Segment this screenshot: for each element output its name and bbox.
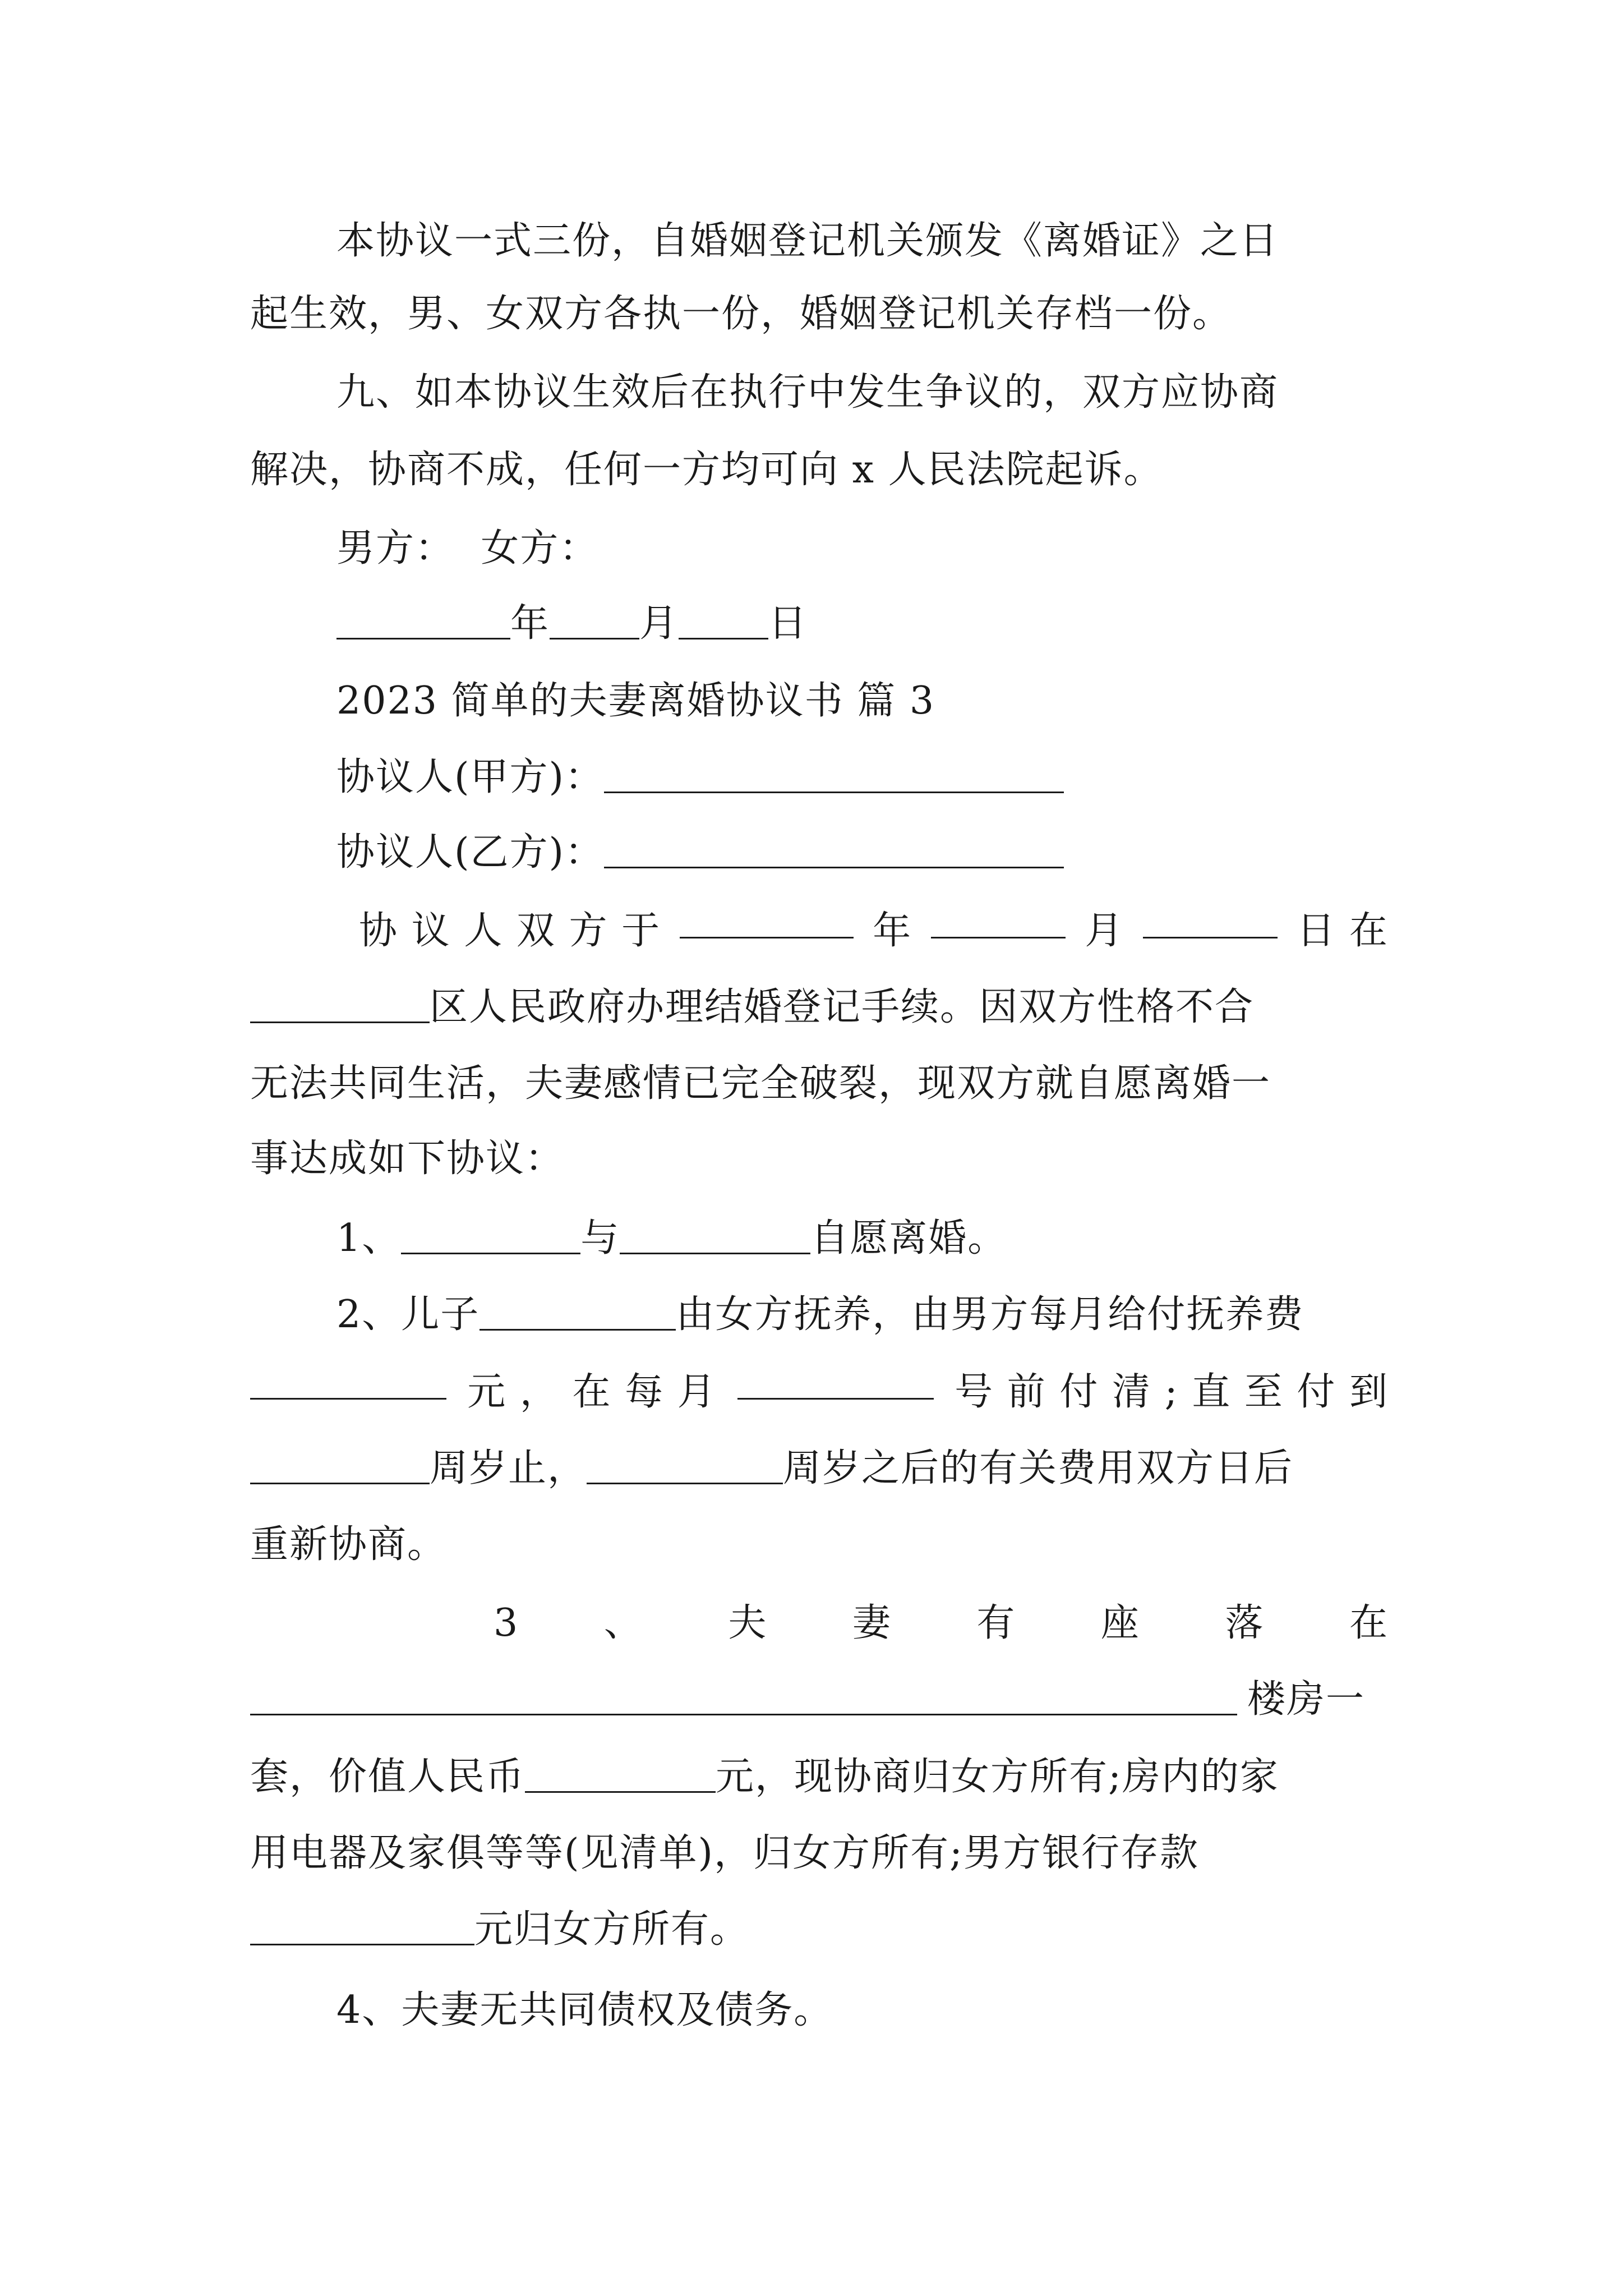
- text-span: 楼房一: [1247, 1677, 1366, 1722]
- signature-line: [336, 521, 1389, 577]
- party-b-blank: [604, 833, 1064, 868]
- paragraph-line: 用电器及家俱等等(见清单)，归女方所有;男方银行存款: [250, 1831, 1199, 1875]
- item-1: [336, 1211, 1389, 1267]
- district-blank: [250, 988, 430, 1023]
- paragraph-line: [250, 1672, 1389, 1728]
- day-blank: [679, 604, 768, 639]
- text-span: 1、: [336, 1216, 402, 1260]
- paragraph-line: 本协议一式三份，自婚姻登记机关颁发《离婚证》之日: [336, 219, 1279, 263]
- text-span: 、: [603, 1601, 643, 1645]
- child-name-blank: [479, 1295, 676, 1331]
- text-span: 夫: [728, 1601, 768, 1645]
- item-4: 4、夫妻无共同债权及债务。: [336, 1988, 833, 2032]
- paragraph-line: 重新协商。: [250, 1522, 447, 1567]
- age-blank: [587, 1449, 783, 1484]
- paragraph-line: 无法共同生活，夫妻感情已完全破裂，现双方就自愿离婚一: [250, 1061, 1271, 1106]
- date-line: [336, 596, 1389, 652]
- item-2: [336, 1287, 1389, 1343]
- text-span: 自愿离婚。: [810, 1216, 1007, 1260]
- name-blank: [620, 1219, 810, 1254]
- paragraph-line: [250, 1364, 1389, 1420]
- day-label: 日 在: [1297, 909, 1389, 953]
- value-blank: [525, 1757, 716, 1793]
- party-a-label: 协议人(甲方)：: [336, 755, 605, 799]
- month-blank: [550, 604, 639, 639]
- month-blank: [931, 903, 1066, 938]
- age-blank: [250, 1449, 430, 1484]
- text-span: 座: [1100, 1601, 1140, 1645]
- text-span: 元 ， 在 每 月: [467, 1370, 717, 1414]
- text-span: 套，价值人民币: [250, 1755, 525, 1799]
- text-span: 2、儿子: [336, 1292, 480, 1337]
- paragraph-line: [250, 979, 1389, 1036]
- paragraph-line: 起生效，男、女双方各执一份，婚姻登记机关存档一份。: [250, 292, 1232, 336]
- item-3: [494, 1595, 1389, 1651]
- male-signature-label: 男方：: [336, 526, 455, 570]
- year-blank: [680, 903, 854, 938]
- text-span: 有: [976, 1601, 1016, 1645]
- text-span: 与: [580, 1216, 620, 1260]
- amount-blank: [250, 1364, 446, 1400]
- paragraph-line: 事达成如下协议：: [250, 1137, 565, 1181]
- paragraph-line: 九、如本协议生效后在执行中发生争议的，双方应协商: [336, 370, 1279, 415]
- text-span: 元归女方所有。: [474, 1907, 750, 1952]
- text-span: 元，现协商归女方所有;房内的家: [716, 1755, 1279, 1799]
- party-a-blank: [604, 758, 1064, 793]
- month-label: 月: [639, 601, 679, 646]
- text-span: 号 前 付 清 ; 直 至 付 到: [955, 1370, 1389, 1414]
- year-label: 年: [873, 909, 912, 953]
- address-blank: [250, 1680, 1237, 1715]
- text-span: 由女方抚养，由男方每月给付抚养费: [676, 1292, 1304, 1337]
- year-blank: [336, 604, 510, 639]
- party-b-line: [336, 825, 1389, 881]
- text-span: 落: [1225, 1601, 1265, 1645]
- section-title: 2023 简单的夫妻离婚协议书 篇 3: [336, 679, 935, 723]
- month-label: 月: [1085, 909, 1124, 953]
- paragraph-line: [250, 1902, 1389, 1958]
- party-b-label: 协议人(乙方)：: [336, 830, 605, 875]
- paragraph-line: [250, 1749, 1389, 1805]
- text-span: 妻: [852, 1601, 892, 1645]
- paragraph-line: 解决，协商不成，任何一方均可向 x 人民法院起诉。: [250, 448, 1163, 492]
- text-span: 在: [1349, 1601, 1389, 1645]
- text-span: 周岁止，: [430, 1446, 587, 1490]
- deposit-blank: [250, 1910, 474, 1945]
- text-span: 区人民政府办理结婚登记手续。因双方性格不合: [430, 985, 1255, 1029]
- day-label: 日: [768, 601, 808, 646]
- party-a-line: [336, 749, 1389, 806]
- female-signature-label: 女方：: [481, 526, 599, 570]
- paragraph-line: [359, 903, 1389, 959]
- name-blank: [401, 1219, 580, 1254]
- day-blank: [1143, 903, 1278, 938]
- text-span: 周岁之后的有关费用双方日后: [783, 1446, 1294, 1490]
- text-span: 3: [494, 1601, 519, 1645]
- paragraph-line: [250, 1441, 1389, 1497]
- year-label: 年: [510, 601, 550, 646]
- day-blank: [737, 1364, 934, 1400]
- text-span: 协 议 人 双 方 于: [359, 909, 661, 953]
